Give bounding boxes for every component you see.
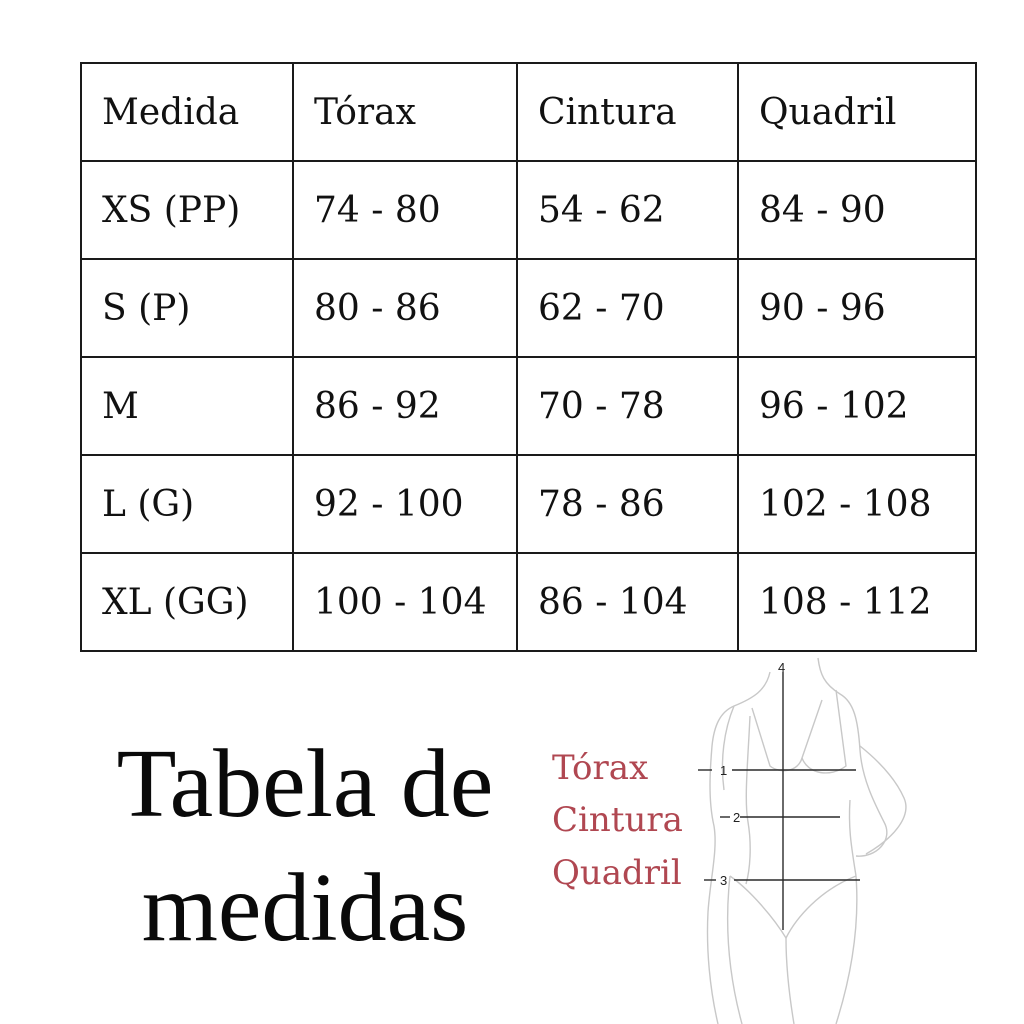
table-row bbox=[81, 259, 976, 357]
header-cintura: Cintura bbox=[517, 63, 738, 161]
page-title-line-2: medidas bbox=[141, 854, 469, 962]
label-torax: Tórax bbox=[552, 748, 649, 788]
marker-3: 3 bbox=[720, 873, 728, 888]
label-cintura: Cintura bbox=[552, 800, 683, 840]
cell-cintura: 70 - 78 bbox=[517, 357, 738, 455]
cell-cintura: 54 - 62 bbox=[517, 161, 738, 259]
cell-cintura: 78 - 86 bbox=[517, 455, 738, 553]
size-table bbox=[80, 62, 977, 652]
cell-cintura: 62 - 70 bbox=[517, 259, 738, 357]
cell-size: M bbox=[81, 357, 293, 455]
page-title bbox=[60, 722, 550, 970]
cell-torax: 74 - 80 bbox=[293, 161, 517, 259]
cell-size: XL (GG) bbox=[81, 553, 293, 651]
table-row bbox=[81, 455, 976, 553]
table-header-row bbox=[81, 63, 976, 161]
cell-size: XS (PP) bbox=[81, 161, 293, 259]
body-outline bbox=[707, 658, 905, 1024]
table-row bbox=[81, 357, 976, 455]
cell-torax: 80 - 86 bbox=[293, 259, 517, 357]
cell-quadril: 90 - 96 bbox=[738, 259, 976, 357]
table-row bbox=[81, 161, 976, 259]
cell-cintura: 86 - 104 bbox=[517, 553, 738, 651]
body-outline-illustration bbox=[690, 650, 990, 1024]
header-quadril: Quadril bbox=[738, 63, 976, 161]
marker-2: 2 bbox=[733, 810, 741, 825]
marker-4: 4 bbox=[778, 660, 786, 675]
header-torax: Tórax bbox=[293, 63, 517, 161]
page-title-line-1: Tabela de bbox=[116, 730, 494, 838]
cell-quadril: 102 - 108 bbox=[738, 455, 976, 553]
label-quadril: Quadril bbox=[552, 853, 682, 893]
cell-size: S (P) bbox=[81, 259, 293, 357]
header-medida: Medida bbox=[81, 63, 293, 161]
table-row bbox=[81, 553, 976, 651]
cell-size: L (G) bbox=[81, 455, 293, 553]
cell-quadril: 96 - 102 bbox=[738, 357, 976, 455]
cell-torax: 86 - 92 bbox=[293, 357, 517, 455]
cell-quadril: 108 - 112 bbox=[738, 553, 976, 651]
marker-1: 1 bbox=[720, 763, 728, 778]
cell-torax: 100 - 104 bbox=[293, 553, 517, 651]
cell-torax: 92 - 100 bbox=[293, 455, 517, 553]
cell-quadril: 84 - 90 bbox=[738, 161, 976, 259]
